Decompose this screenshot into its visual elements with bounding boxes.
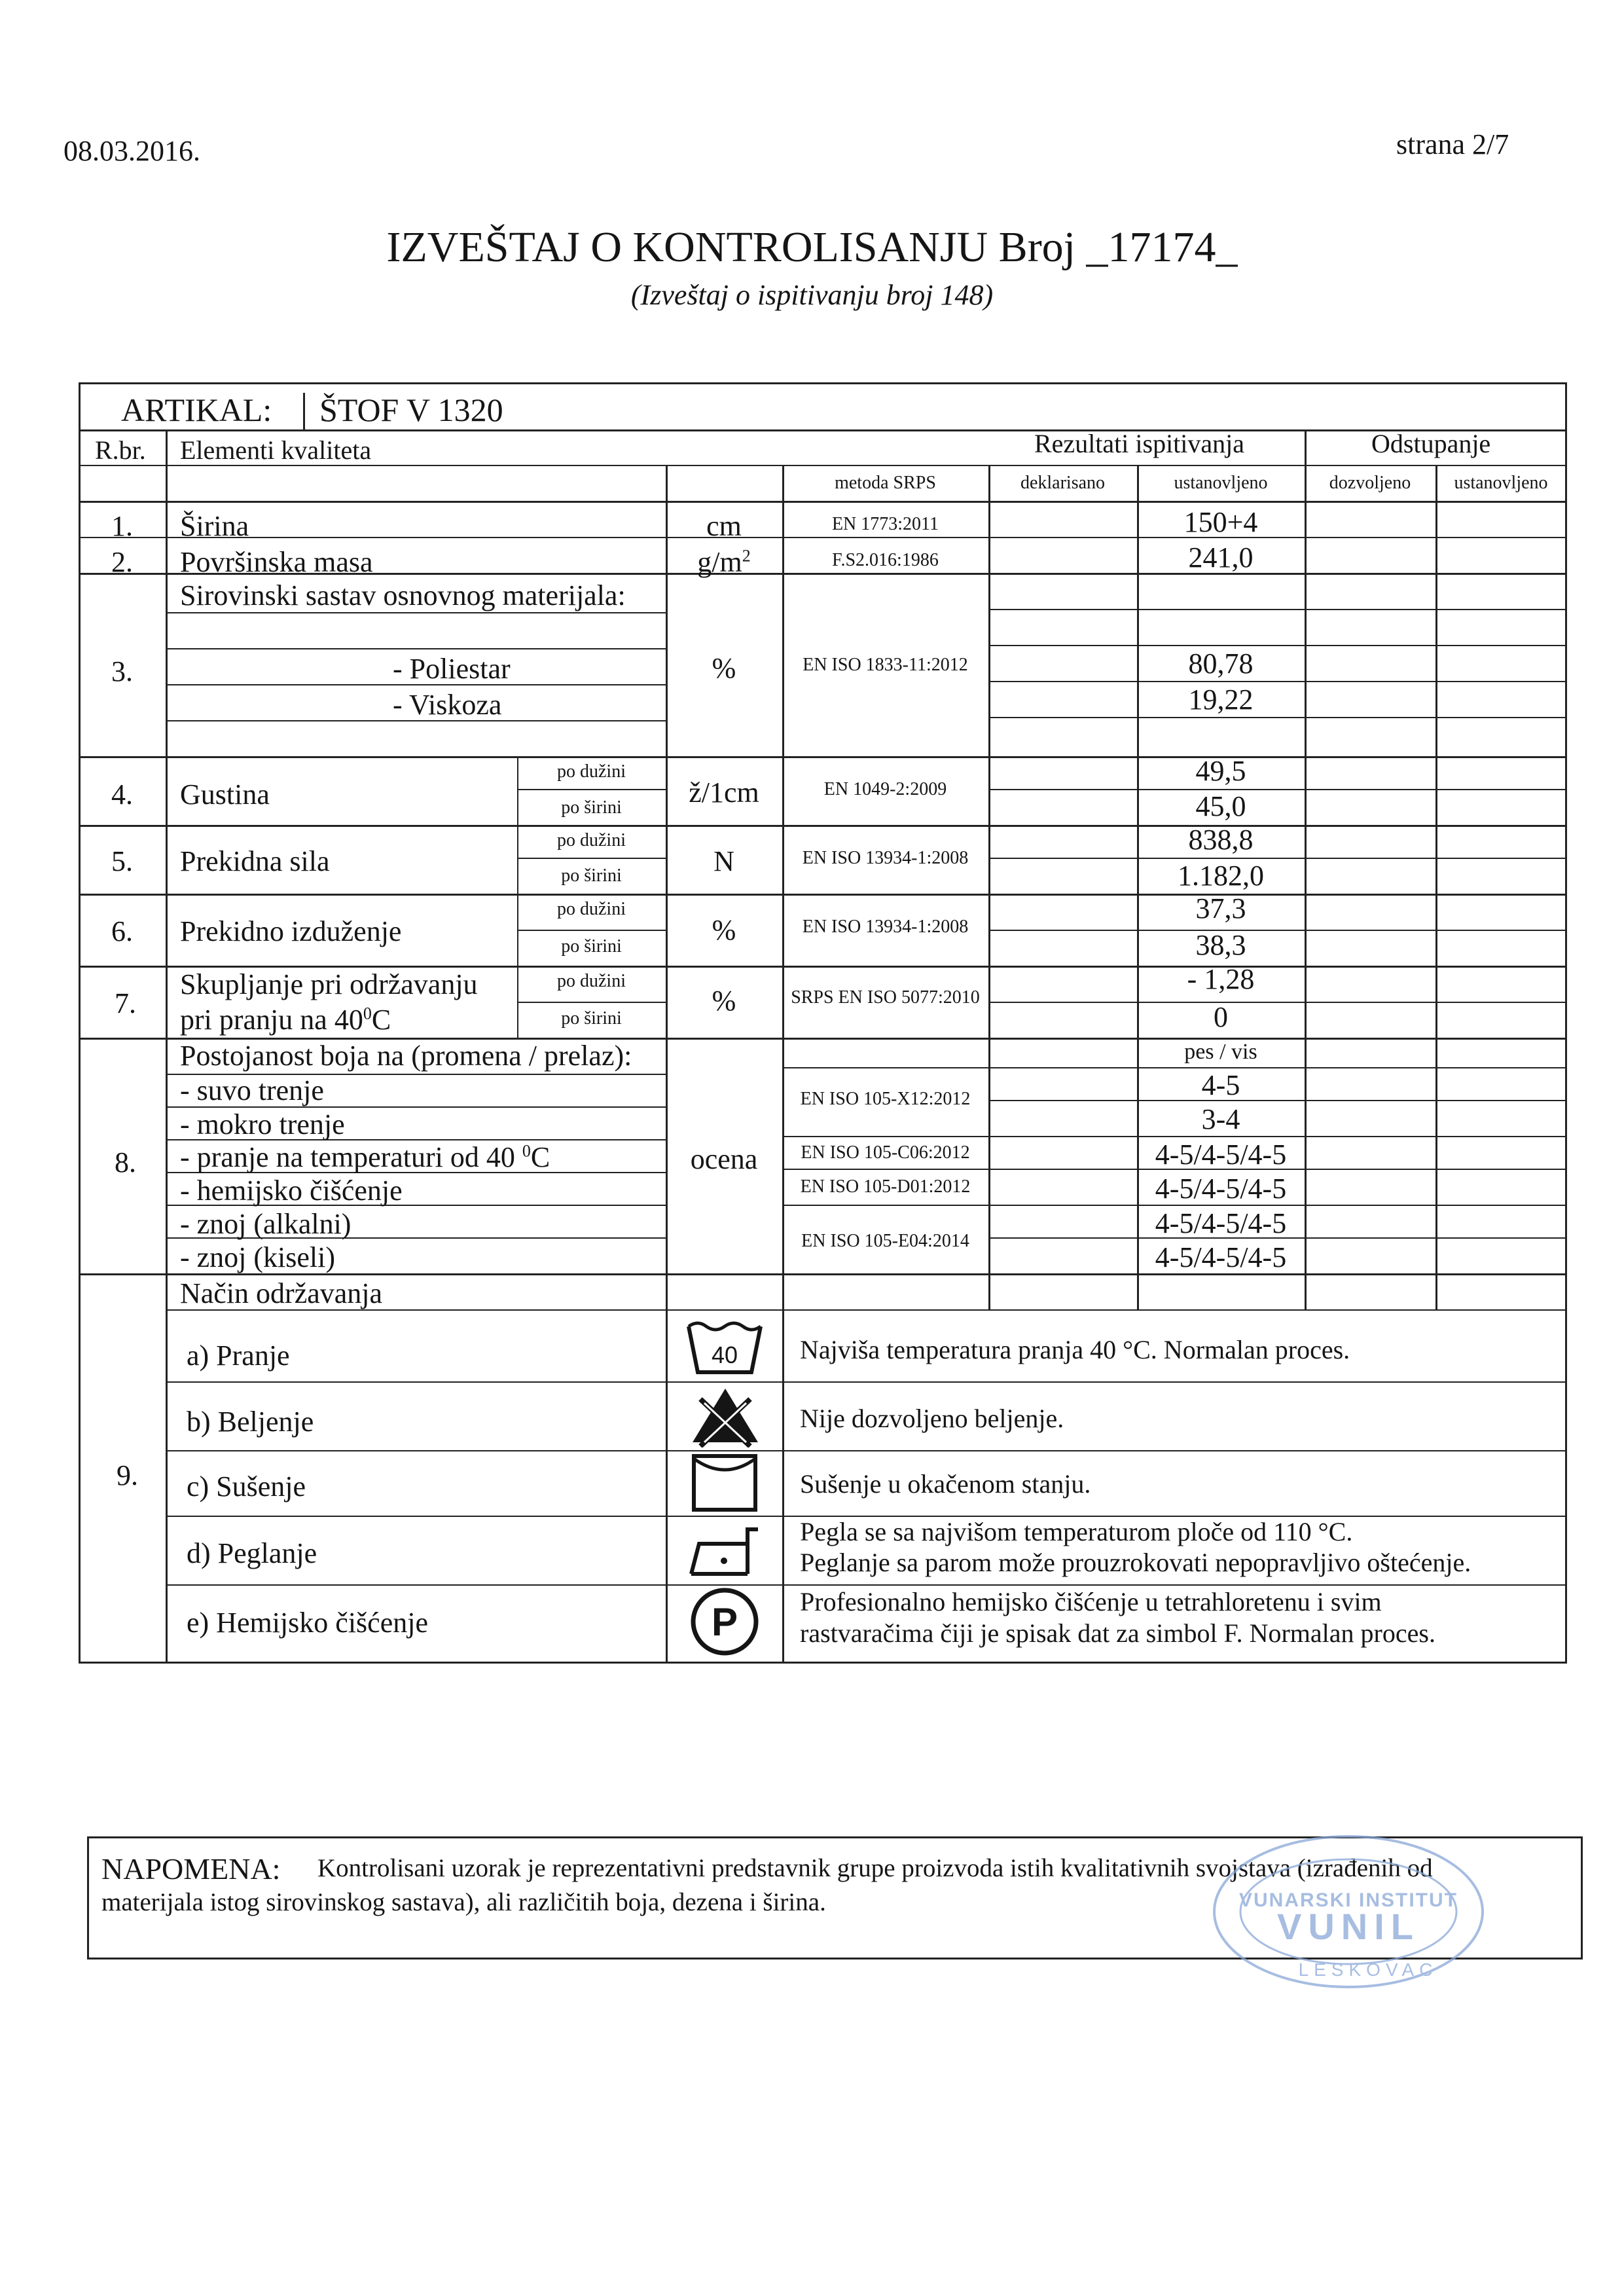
row8-value3: 4-5/4-5/4-5 xyxy=(1155,1139,1287,1171)
row2-name: Površinska masa xyxy=(180,546,373,578)
col-deviation: Odstupanje xyxy=(1371,429,1491,458)
row4-value1: 49,5 xyxy=(1195,755,1246,787)
row6-method: EN ISO 13934-1:2008 xyxy=(802,917,969,937)
care-drying-desc: Sušenje u okačenom stanju. xyxy=(800,1469,1091,1499)
row4-name: Gustina xyxy=(180,778,270,811)
col-elements: Elementi kvaliteta xyxy=(180,435,372,465)
row1-method: EN 1773:2011 xyxy=(831,514,939,534)
col-rbr: R.br. xyxy=(95,435,146,465)
row4-sub1: po dužini xyxy=(557,761,626,782)
row6-sub1: po dužini xyxy=(557,899,626,919)
row5-sub2: po širini xyxy=(561,866,622,886)
row9-name: Način održavanja xyxy=(180,1277,383,1309)
col-method: metoda SRPS xyxy=(835,473,936,493)
care-drycleaning-desc2: rastvaračima čiji je spisak dat za simbol F. Normalan proces. xyxy=(800,1618,1435,1648)
report-date: 08.03.2016. xyxy=(63,135,200,167)
wash-40-icon xyxy=(685,1317,765,1377)
row5-value1: 838,8 xyxy=(1188,824,1254,856)
note-line2: materijala istog sirovinskog sastava), ali različitih boja, dezena i širina. xyxy=(101,1888,826,1916)
row5-sub1: po dužini xyxy=(557,830,626,850)
article-value: ŠTOF V 1320 xyxy=(319,392,503,428)
row5-name: Prekidna sila xyxy=(180,845,330,877)
row7-unit: % xyxy=(712,985,736,1017)
row2-no: 2. xyxy=(111,546,133,578)
row4-no: 4. xyxy=(111,778,133,811)
svg-text:VUNARSKI INSTITUT: VUNARSKI INSTITUT xyxy=(1239,1889,1458,1911)
row9-no: 9. xyxy=(117,1459,138,1491)
row8-item1: - suvo trenje xyxy=(180,1074,324,1106)
row6-value2: 38,3 xyxy=(1195,929,1246,961)
row2-value: 241,0 xyxy=(1188,541,1254,574)
row7-name2: pri pranju na $40^0C$ xyxy=(180,1004,391,1036)
row7-name1: Skupljanje pri održavanju xyxy=(180,968,478,1000)
row8-item5: - znoj (alkalni) xyxy=(180,1208,352,1240)
row3-name: Sirovinski sastav osnovnog materijala: xyxy=(180,579,626,611)
col-established: ustanovljeno xyxy=(1174,473,1268,493)
col-declared: deklarisano xyxy=(1020,473,1106,493)
row1-name: Širina xyxy=(180,510,249,542)
row7-sub2: po širini xyxy=(561,1008,622,1029)
svg-text:LESKOVAC: LESKOVAC xyxy=(1298,1959,1438,1980)
row6-unit: % xyxy=(712,914,736,946)
row7-value1: - 1,28 xyxy=(1187,963,1255,995)
row2-method: F.S2.016:1986 xyxy=(832,550,939,570)
row7-no: 7. xyxy=(115,987,136,1019)
care-washing-desc: Najviša temperatura pranja 40 °C. Normalan proces. xyxy=(800,1335,1350,1364)
institute-stamp xyxy=(1204,1827,1492,1997)
row1-value: 150+4 xyxy=(1183,506,1258,538)
row8-name: Postojanost boja na (promena / prelaz): xyxy=(180,1040,632,1072)
row7-method: SRPS EN ISO 5077:2010 xyxy=(791,987,980,1008)
row5-value2: 1.182,0 xyxy=(1178,860,1264,892)
svg-text:P: P xyxy=(711,1600,738,1644)
row3-no: 3. xyxy=(111,655,133,687)
report-subtitle: (Izveštaj o ispitivanju broj 148) xyxy=(630,279,994,311)
care-drycleaning-desc1: Profesionalno hemijsko čišćenje u tetrahloretenu i svim xyxy=(800,1587,1382,1616)
care-ironing-desc1: Pegla se sa najvišom temperaturom ploče od 110 °C. xyxy=(800,1517,1353,1546)
care-drycleaning-label: e) Hemijsko čišćenje xyxy=(187,1607,428,1639)
row8-item3: - pranje na temperaturi od 40 $^0$C xyxy=(180,1141,550,1173)
col-established-dev: ustanovljeno xyxy=(1454,473,1548,493)
no-bleach-icon xyxy=(687,1385,763,1448)
row6-no: 6. xyxy=(111,915,133,947)
row8-method2: EN ISO 105-C06:2012 xyxy=(801,1142,970,1163)
article-label: ARTIKAL: xyxy=(121,392,272,428)
row4-sub2: po širini xyxy=(561,797,622,818)
row3-unit: % xyxy=(712,652,736,684)
row5-no: 5. xyxy=(111,845,133,877)
col-results: Rezultati ispitivanja xyxy=(1034,429,1245,458)
care-ironing-desc2: Peglanje sa parom može prouzrokovati nepopravljivo oštećenje. xyxy=(800,1548,1471,1577)
row7-sub1: po dužini xyxy=(557,971,626,991)
row3-method: EN ISO 1833-11:2012 xyxy=(803,655,968,675)
note-label: NAPOMENA: xyxy=(101,1852,281,1886)
row3-item1: - Poliestar xyxy=(393,653,511,685)
care-bleaching-desc: Nije dozvoljeno beljenje. xyxy=(800,1404,1064,1433)
row8-method4: EN ISO 105-E04:2014 xyxy=(801,1231,969,1251)
row5-method: EN ISO 13934-1:2008 xyxy=(802,848,969,868)
row6-value1: 37,3 xyxy=(1195,892,1246,924)
care-drying-label: c) Sušenje xyxy=(187,1470,306,1503)
row8-method1: EN ISO 105-X12:2012 xyxy=(800,1089,971,1109)
note-line1: Kontrolisani uzorak je reprezentativni predstavnik grupe proizvoda istih kvalitativnih svojstava (izrađenih od xyxy=(317,1854,1433,1882)
row3-value1: 80,78 xyxy=(1188,647,1254,680)
iron-icon xyxy=(685,1518,765,1580)
row4-method: EN 1049-2:2009 xyxy=(823,779,947,799)
row8-value6: 4-5/4-5/4-5 xyxy=(1155,1241,1287,1273)
row6-sub2: po širini xyxy=(561,936,622,957)
care-ironing-label: d) Peglanje xyxy=(187,1537,317,1569)
care-washing-label: a) Pranje xyxy=(187,1339,290,1372)
report-title: IZVEŠTAJ O KONTROLISANJU Broj _17174_ xyxy=(386,223,1238,271)
col-allowed: dozvoljeno xyxy=(1329,473,1411,493)
row8-method3: EN ISO 105-D01:2012 xyxy=(800,1176,971,1197)
row8-no: 8. xyxy=(115,1146,136,1178)
row8-item4: - hemijsko čišćenje xyxy=(180,1175,403,1207)
row8-value5: 4-5/4-5/4-5 xyxy=(1155,1207,1287,1239)
row8-value4: 4-5/4-5/4-5 xyxy=(1155,1173,1287,1205)
row7-value2: 0 xyxy=(1214,1001,1228,1033)
row8-value2: 3-4 xyxy=(1201,1103,1240,1135)
row5-unit: N xyxy=(713,845,734,877)
row4-unit: ž/1cm xyxy=(689,776,759,809)
row3-value2: 19,22 xyxy=(1188,683,1254,716)
line-dry-icon xyxy=(689,1452,761,1514)
row8-item2: - mokro trenje xyxy=(180,1108,345,1140)
professional-dryclean-icon xyxy=(687,1586,762,1658)
row1-unit: cm xyxy=(706,510,742,542)
row8-unit: ocena xyxy=(690,1143,758,1175)
row8-value1: 4-5 xyxy=(1201,1069,1240,1101)
care-bleaching-label: b) Beljenje xyxy=(187,1406,314,1438)
row4-value2: 45,0 xyxy=(1195,790,1246,822)
svg-text:VUNIL: VUNIL xyxy=(1277,1906,1420,1947)
row8-colhead: pes / vis xyxy=(1184,1040,1257,1064)
row8-item6: - znoj (kiseli) xyxy=(180,1241,336,1273)
row1-no: 1. xyxy=(111,510,133,542)
row3-item2: - Viskoza xyxy=(393,689,502,721)
row2-unit: $g/m^2$ xyxy=(697,546,751,578)
svg-text:40: 40 xyxy=(711,1341,738,1368)
page-number: strana 2/7 xyxy=(1396,128,1509,160)
row6-name: Prekidno izduženje xyxy=(180,915,402,947)
